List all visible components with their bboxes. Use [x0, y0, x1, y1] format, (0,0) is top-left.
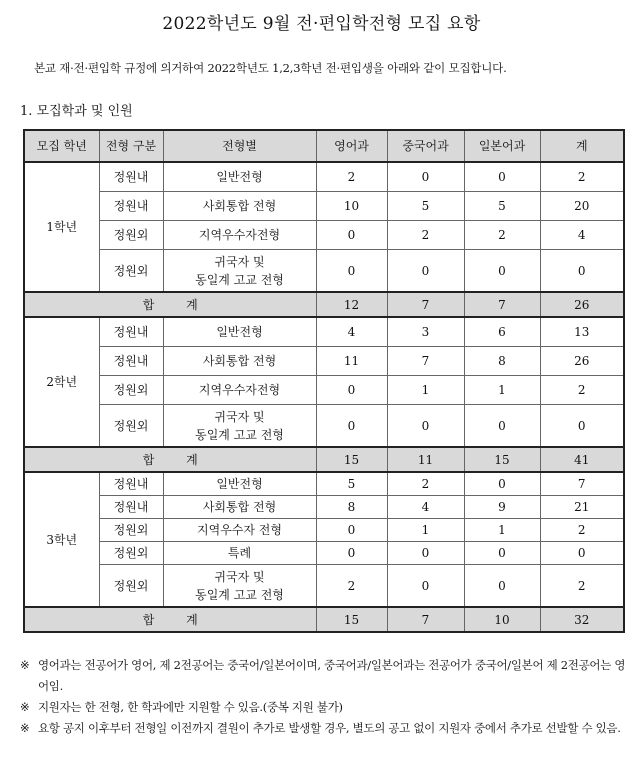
- total-cell: 7: [540, 472, 624, 496]
- division-cell: 정원외: [99, 221, 163, 250]
- japanese-cell: 0: [464, 162, 540, 192]
- type-line-2: 동일계 고교 전형: [195, 427, 284, 442]
- japanese-cell: 8: [464, 347, 540, 376]
- total-cell: 0: [540, 405, 624, 448]
- table-row: [24, 519, 624, 542]
- recruitment-table: [23, 129, 625, 633]
- sum-english: 15: [316, 607, 387, 632]
- chinese-cell: 0: [387, 250, 464, 293]
- english-cell: 0: [316, 405, 387, 448]
- japanese-cell: 0: [464, 405, 540, 448]
- division-cell: 정원외: [99, 250, 163, 293]
- sum-japanese: 15: [464, 447, 540, 472]
- sum-english: 15: [316, 447, 387, 472]
- year-cell: 3학년: [24, 472, 99, 607]
- division-cell: 정원외: [99, 565, 163, 608]
- english-cell: 0: [316, 519, 387, 542]
- sum-japanese: 7: [464, 292, 540, 317]
- english-cell: 5: [316, 472, 387, 496]
- chinese-cell: 3: [387, 317, 464, 347]
- notes: [20, 655, 630, 739]
- intro-text: 본교 재·전·편입학 규정에 의거하여 2022학년도 1,2,3학년 전·편입생을 아래와 같이 모집합니다.: [34, 61, 507, 75]
- type-line-2: 동일계 고교 전형: [195, 272, 284, 287]
- sum-chinese: 11: [387, 447, 464, 472]
- header-english: 영어과: [316, 130, 387, 162]
- japanese-cell: 0: [464, 565, 540, 608]
- chinese-cell: 0: [387, 162, 464, 192]
- english-cell: 2: [316, 565, 387, 608]
- year-cell: 2학년: [24, 317, 99, 447]
- type-line-1: 귀국자 및: [214, 569, 265, 584]
- type-cell: 일반전형: [163, 162, 316, 192]
- table-header-row: [24, 130, 624, 162]
- header-chinese: 중국어과: [387, 130, 464, 162]
- type-cell: 일반전형: [163, 317, 316, 347]
- type-cell: 지역우수자전형: [163, 221, 316, 250]
- division-cell: 정원내: [99, 472, 163, 496]
- english-cell: 11: [316, 347, 387, 376]
- note-item: [20, 697, 630, 718]
- japanese-cell: 2: [464, 221, 540, 250]
- japanese-cell: 6: [464, 317, 540, 347]
- total-cell: 2: [540, 565, 624, 608]
- japanese-cell: 0: [464, 472, 540, 496]
- table-row: [24, 250, 624, 293]
- type-line-1: 귀국자 및: [214, 409, 265, 424]
- sum-english: 12: [316, 292, 387, 317]
- page-title: 2022학년도 9월 전·편입학전형 모집 요항: [162, 14, 481, 34]
- total-cell: 0: [540, 542, 624, 565]
- english-cell: 0: [316, 376, 387, 405]
- sum-total: 32: [540, 607, 624, 632]
- chinese-cell: 1: [387, 376, 464, 405]
- english-cell: 8: [316, 496, 387, 519]
- header-japanese: 일본어과: [464, 130, 540, 162]
- type-cell: [163, 405, 316, 448]
- type-cell: 사회통합 전형: [163, 496, 316, 519]
- table-row: [24, 376, 624, 405]
- total-cell: 26: [540, 347, 624, 376]
- type-line-2: 동일계 고교 전형: [195, 587, 284, 602]
- chinese-cell: 2: [387, 472, 464, 496]
- sum-label: 합 계: [24, 607, 316, 632]
- sum-row: [24, 607, 624, 632]
- table-row: [24, 496, 624, 519]
- division-cell: 정원내: [99, 317, 163, 347]
- table-row: [24, 347, 624, 376]
- chinese-cell: 5: [387, 192, 464, 221]
- sum-total: 26: [540, 292, 624, 317]
- division-cell: 정원내: [99, 192, 163, 221]
- note-item: [20, 718, 630, 739]
- table-row: [24, 192, 624, 221]
- division-cell: 정원외: [99, 519, 163, 542]
- english-cell: 10: [316, 192, 387, 221]
- type-cell: 일반전형: [163, 472, 316, 496]
- chinese-cell: 0: [387, 565, 464, 608]
- total-cell: 4: [540, 221, 624, 250]
- type-cell: 지역우수자 전형: [163, 519, 316, 542]
- chinese-cell: 7: [387, 347, 464, 376]
- note-text: 요항 공지 이후부터 전형일 이전까지 결원이 추가로 발생할 경우, 별도의 공고 없이 지원자 중에서 추가로 선발할 수 있음.: [38, 721, 621, 735]
- english-cell: 0: [316, 221, 387, 250]
- chinese-cell: 0: [387, 405, 464, 448]
- header-type: 전형별: [163, 130, 316, 162]
- division-cell: 정원내: [99, 496, 163, 519]
- type-cell: 지역우수자전형: [163, 376, 316, 405]
- type-line-1: 귀국자 및: [214, 254, 265, 269]
- section-title: 1. 모집학과 및 인원: [20, 104, 133, 119]
- japanese-cell: 1: [464, 376, 540, 405]
- table-row: [24, 472, 624, 496]
- japanese-cell: 5: [464, 192, 540, 221]
- division-cell: 정원외: [99, 405, 163, 448]
- sum-label: 합 계: [24, 292, 316, 317]
- type-cell: [163, 565, 316, 608]
- sum-chinese: 7: [387, 607, 464, 632]
- chinese-cell: 4: [387, 496, 464, 519]
- japanese-cell: 0: [464, 250, 540, 293]
- type-cell: 사회통합 전형: [163, 347, 316, 376]
- header-total: 계: [540, 130, 624, 162]
- sum-chinese: 7: [387, 292, 464, 317]
- table-row: [24, 221, 624, 250]
- note-text: 지원자는 한 전형, 한 학과에만 지원할 수 있음.(중복 지원 불가): [38, 700, 343, 714]
- english-cell: 0: [316, 542, 387, 565]
- table-row: [24, 405, 624, 448]
- header-division: 전형 구분: [99, 130, 163, 162]
- chinese-cell: 2: [387, 221, 464, 250]
- division-cell: 정원외: [99, 376, 163, 405]
- chinese-cell: 0: [387, 542, 464, 565]
- note-text: 영어과는 전공어가 영어, 제 2전공어는 중국어/일본어이며, 중국어과/일본어과는 전공어가 중국어/일본어 제 2전공어는 영어임.: [38, 658, 626, 693]
- total-cell: 20: [540, 192, 624, 221]
- japanese-cell: 9: [464, 496, 540, 519]
- note-mark: ※: [20, 700, 30, 714]
- table-row: [24, 162, 624, 192]
- type-cell: 특례: [163, 542, 316, 565]
- total-cell: 13: [540, 317, 624, 347]
- sum-label: 합 계: [24, 447, 316, 472]
- sum-row: [24, 292, 624, 317]
- japanese-cell: 0: [464, 542, 540, 565]
- total-cell: 2: [540, 162, 624, 192]
- table-row: [24, 565, 624, 608]
- division-cell: 정원내: [99, 347, 163, 376]
- sum-total: 41: [540, 447, 624, 472]
- type-cell: [163, 250, 316, 293]
- note-item: [20, 655, 630, 697]
- note-mark: ※: [20, 658, 30, 672]
- english-cell: 0: [316, 250, 387, 293]
- type-cell: 사회통합 전형: [163, 192, 316, 221]
- sum-japanese: 10: [464, 607, 540, 632]
- sum-row: [24, 447, 624, 472]
- chinese-cell: 1: [387, 519, 464, 542]
- total-cell: 2: [540, 519, 624, 542]
- table-row: [24, 542, 624, 565]
- japanese-cell: 1: [464, 519, 540, 542]
- total-cell: 2: [540, 376, 624, 405]
- division-cell: 정원내: [99, 162, 163, 192]
- english-cell: 2: [316, 162, 387, 192]
- english-cell: 4: [316, 317, 387, 347]
- header-year: 모집 학년: [24, 130, 99, 162]
- note-mark: ※: [20, 721, 30, 735]
- year-cell: 1학년: [24, 162, 99, 292]
- total-cell: 21: [540, 496, 624, 519]
- division-cell: 정원외: [99, 542, 163, 565]
- total-cell: 0: [540, 250, 624, 293]
- table-row: [24, 317, 624, 347]
